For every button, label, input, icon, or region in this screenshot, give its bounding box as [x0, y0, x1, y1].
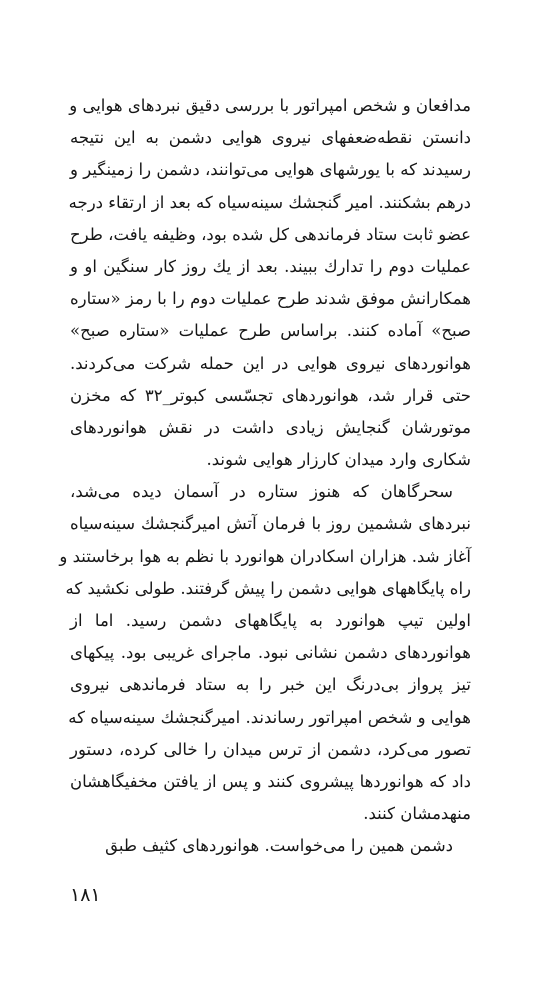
text-line: دشمن همین را می‌خواست. هوانوردهای کثیف طبق — [105, 836, 453, 856]
text-line: راه پایگاههای هوایی دشمن را پیش گرفتند. طولی نکشید که — [65, 578, 471, 598]
text-line: مدافعان و شخص امپراتور با بررسی دقیق نبردهای هوایی و — [69, 96, 471, 115]
text-line: تصور می‌کرد، دشمن از ترس میدان را خالی کرده، دستور — [70, 739, 471, 759]
text-line: هوایی و شخص امپراتور رساندند. امیرگنجشك سینه‌سیاه که — [68, 707, 471, 727]
text-line: هوانوردهای دشمن نشانی نبود. ماجرای غریبی بود. پیکهای — [70, 643, 471, 663]
text-line: رسیدند که با یورشهای هوایی می‌توانند، دشمن را زمینگیر و — [70, 160, 471, 180]
text-line: حتی قرار شد، هوانوردهای تجسّسی کبوتر_۳۲ که مخزن — [70, 385, 471, 405]
text-line: نبردهای ششمین روز با فرمان آتش امیرگنجشك سینه‌سیاه — [70, 514, 471, 534]
text-line: صبح» آماده کنند. براساس طرح عملیات «ستاره صبح» — [70, 321, 471, 341]
body-text — [59, 90, 471, 863]
text-line: اولین تیپ هوانورد به پایگاههای دشمن رسید. اما از — [70, 611, 471, 630]
text-line: آغاز شد. هزاران اسکادران هوانورد با نظم به هوا برخاستند و — [59, 546, 471, 566]
text-line: همکارانش موفق شدند طرح عملیات دوم را با رمز «ستاره — [70, 289, 471, 309]
text-line: تیز پرواز بی‌درنگ این خبر را به ستاد فرماندهی نیروی — [70, 675, 471, 695]
text-line: موتورشان گنجایش زیادی داشت در نقش هوانوردهای — [70, 417, 471, 437]
text-line: شکاری وارد میدان کارزار هوایی شوند. — [206, 450, 471, 470]
page-number: ۱۸۱ — [70, 884, 101, 906]
text-line: داد که هوانوردها پیشروی کنند و پس از یافتن مخفیگاهشان — [70, 771, 471, 791]
text-line: هوانوردهای نیروی هوایی در این حمله شرکت می‌کردند. — [70, 353, 471, 373]
text-line: منهدمشان کنند. — [363, 804, 471, 824]
text-line: عملیات دوم را تدارك ببیند. بعد از یك روز کار سنگین او و — [70, 256, 471, 276]
text-line: دانستن نقطه‌ضعفهای نیروی هوایی دشمن به این نتیجه — [70, 128, 471, 148]
text-line: سحرگاهان که هنوز ستاره در آسمان دیده می‌شد، — [70, 482, 453, 502]
text-line: عضو ثابت ستاد فرماندهی کل شده بود، وظیفه یافت، طرح — [70, 224, 471, 244]
text-line: درهم بشکنند. امیر گنجشك سینه‌سیاه که بعد از ارتقاء درجه — [68, 192, 471, 212]
